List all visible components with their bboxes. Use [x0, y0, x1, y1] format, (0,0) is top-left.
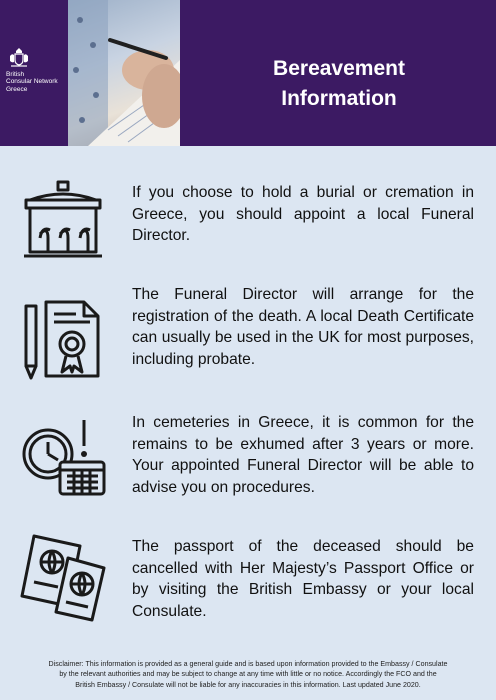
info-text-2: The Funeral Director will arrange for the registration of the death. A local Death Certificate can usually be used in the UK for most purposes, including probate. — [132, 286, 474, 368]
logo-line-3: Greece — [6, 85, 28, 93]
info-text-3: In cemeteries in Greece, it is common for the remains to be exhumed after 3 years or more. Your appointed Funeral Director will be able to advise you on procedures. — [132, 414, 474, 496]
consular-logo — [6, 48, 72, 93]
funeral-flowers-icon — [20, 176, 110, 266]
passport-icon — [20, 532, 110, 622]
royal-coat-of-arms-icon — [8, 48, 30, 68]
writing-hand-illustration — [68, 0, 180, 146]
title-line-2: Information — [281, 87, 397, 110]
hand-writing-photo — [68, 0, 180, 146]
title-line-1: Bereavement — [273, 57, 405, 80]
info-text-1: If you choose to hold a burial or cremation in Greece, you should appoint a local Funeral Director. — [132, 184, 474, 245]
logo-line-2: Consular Network — [6, 78, 58, 86]
disclaimer-line-1: Disclaimer: This information is provided as a general guide and is based upon information provided to the Embassy / Consulate — [48, 660, 448, 668]
page-title — [226, 54, 452, 114]
certificate-document-icon — [20, 292, 110, 382]
disclaimer — [8, 659, 488, 690]
disclaimer-line-2: by the relevant authorities and may be subject to change at any time with little or no notice. Accordingly the FCO and the — [59, 670, 437, 679]
header-banner — [0, 0, 496, 146]
disclaimer-line-3: British Embassy / Consulate will not be liable for any inaccuracies in this information. Last updated June 2020. — [75, 680, 421, 689]
logo-line-1: British — [6, 71, 25, 78]
clock-calendar-icon — [20, 412, 110, 502]
info-text-4: The passport of the deceased should be cancelled with Her Majesty’s Passport Office or by visiting the British Embassy or your local Consulate. — [132, 538, 474, 620]
